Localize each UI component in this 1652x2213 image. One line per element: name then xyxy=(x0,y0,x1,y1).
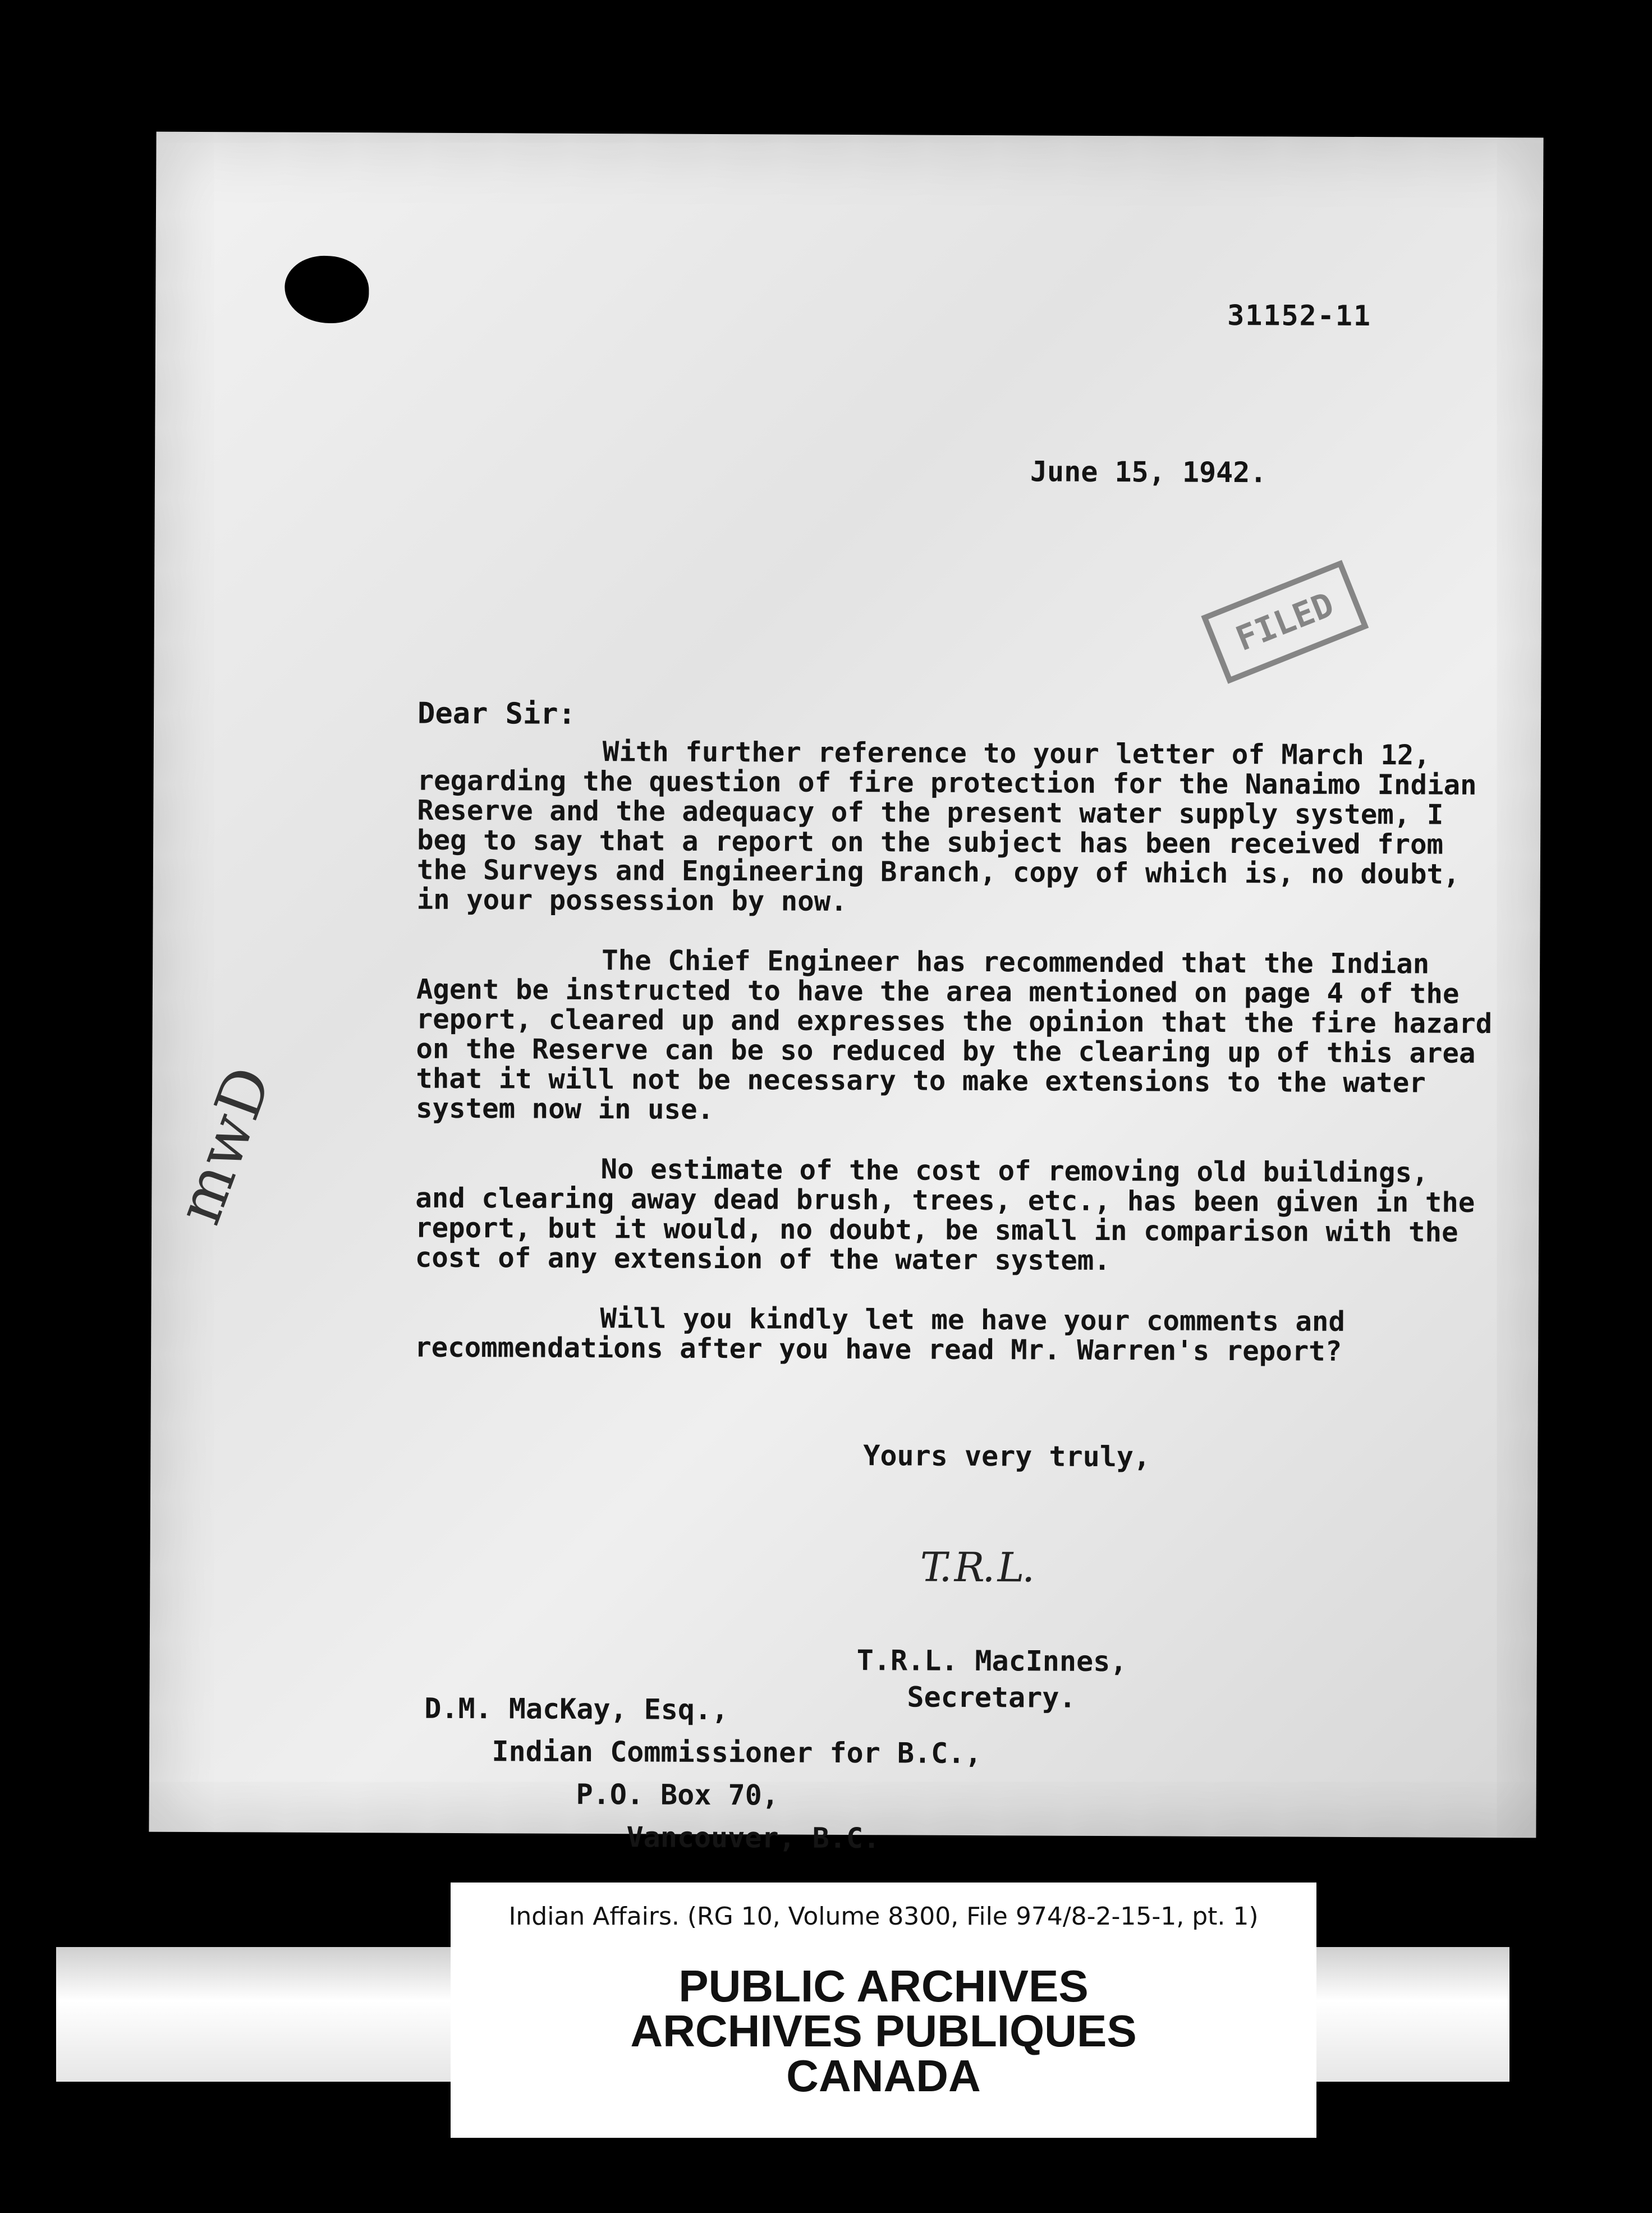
signer-title: Secretary. xyxy=(907,1681,1076,1714)
archive-stamp-label xyxy=(451,1947,1316,2138)
archive-line-1: PUBLIC ARCHIVES xyxy=(678,1961,1089,2011)
punch-hole xyxy=(284,256,369,324)
addressee-line: P.O. Box 70, xyxy=(424,1777,779,1812)
addressee-line: Vancouver, B.C. xyxy=(424,1820,880,1855)
addressee-block xyxy=(424,1687,982,1860)
addressee-line: D.M. MacKay, Esq., xyxy=(424,1692,729,1727)
addressee-line: Indian Commissioner for B.C., xyxy=(424,1734,982,1770)
filed-stamp: FILED xyxy=(1201,560,1369,684)
paragraph: Will you kindly let me have your comments and recommendations after you have read Mr. Warren's report? xyxy=(415,1302,1346,1367)
paragraph: With further reference to your letter of March 12, regarding the question of fire protection for the Nanaimo Indian Reserve and the adequacy of the present water supply system, I beg to say that a report on the subject has been received from the Surveys and Engineering Branch, copy of which is, no doubt, in your possession by now. xyxy=(416,736,1477,918)
archive-reference-label: Indian Affairs. (RG 10, Volume 8300, File 974/8-2-15-1, pt. 1) xyxy=(451,1883,1316,1950)
complimentary-close: Yours very truly, xyxy=(863,1439,1151,1473)
margin-initials: mwD xyxy=(162,1057,286,1233)
paragraph: The Chief Engineer has recommended that the Indian Agent be instructed to have the area mentioned on page 4 of the report, cleared up and expresses the opinion that the fire hazard on the Reserve can be so reduced by the clearing up of this area that it will not be necessary to make extensions to the water system now in use. xyxy=(415,944,1493,1126)
salutation: Dear Sir: xyxy=(417,696,576,731)
archive-line-3: CANADA xyxy=(786,2051,981,2101)
file-number: 31152-11 xyxy=(1227,299,1372,333)
letter-body xyxy=(415,736,1495,1397)
letter-page xyxy=(149,132,1543,1855)
archive-line-2: ARCHIVES PUBLIQUES xyxy=(630,2006,1137,2056)
signer-name: T.R.L. MacInnes, xyxy=(856,1644,1127,1678)
letter-date: June 15, 1942. xyxy=(1030,455,1267,489)
paragraph: No estimate of the cost of removing old buildings, and clearing away dead brush, trees, etc., has been given in the report, but it would, no doubt, be small in comparison with the cost of any extension of the water system. xyxy=(415,1153,1475,1277)
handwritten-signature: T.R.L. xyxy=(916,1543,1041,1591)
